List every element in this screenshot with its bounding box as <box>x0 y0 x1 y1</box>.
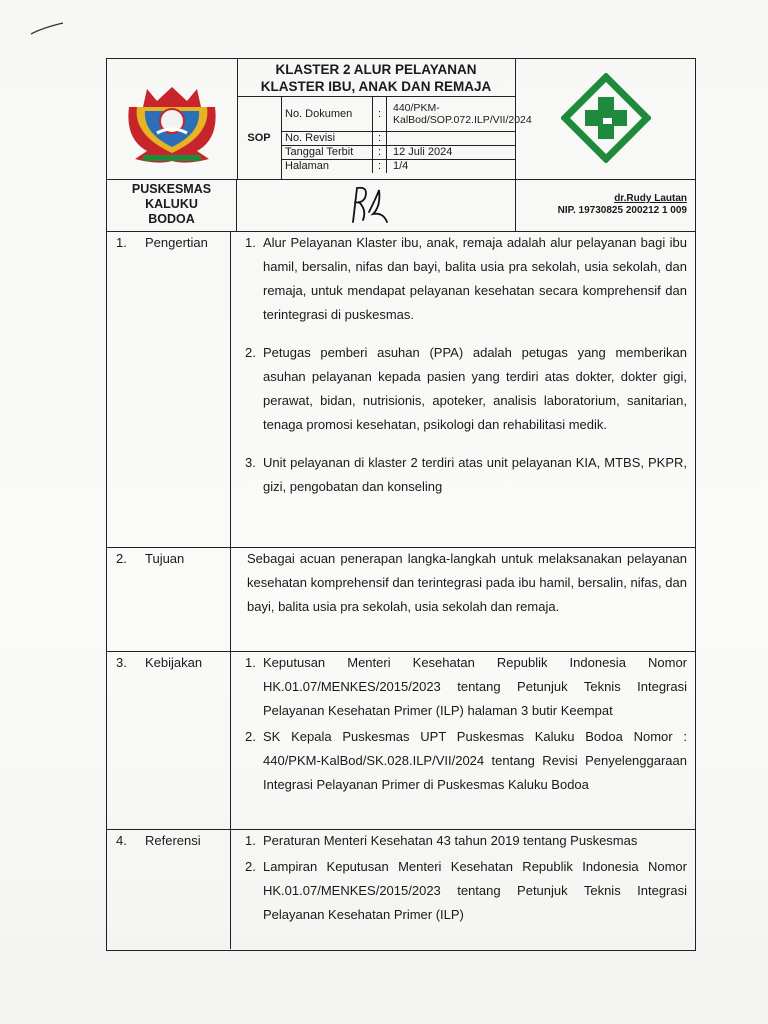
head-name: dr.Rudy Lautan <box>614 193 687 204</box>
document-title <box>237 59 515 97</box>
list-item-number: 2. <box>245 859 256 874</box>
sop-document <box>106 58 696 951</box>
org-line-1: PUSKESMAS <box>131 182 212 196</box>
organization-name <box>107 179 237 231</box>
section-body <box>231 651 695 829</box>
section-title: Pengertian <box>145 235 208 250</box>
meta-key: No. Dokumen <box>281 97 373 131</box>
list-item <box>231 341 687 437</box>
list-item-text: Peraturan Menteri Kesehatan 43 tahun 2019 tentang Puskesmas <box>263 833 638 848</box>
document-header <box>107 59 695 180</box>
section-pengertian <box>107 231 695 548</box>
sop-label: SOP <box>237 97 282 179</box>
list-item <box>231 451 687 499</box>
meta-key: Halaman <box>281 159 373 173</box>
section-kebijakan <box>107 651 695 830</box>
meta-separator: : <box>373 159 387 173</box>
section-number: 3. <box>116 655 127 670</box>
section-number: 1. <box>116 235 127 250</box>
puskesmas-logo-icon <box>561 73 651 163</box>
meta-key: No. Revisi <box>281 131 373 145</box>
meta-row-document-number <box>281 97 532 132</box>
puskesmas-logo-cell <box>515 59 695 179</box>
org-line-3: BODOA <box>148 212 195 226</box>
section-referensi <box>107 829 695 949</box>
header-title-cell <box>237 59 532 179</box>
section-label <box>107 231 231 547</box>
list-item-number: 1. <box>245 833 256 848</box>
list-item-text: SK Kepala Puskesmas UPT Puskesmas Kaluku Bodoa Nomor : 440/PKM-KalBod/SK.028.ILP/VII/2024 tentang Revisi Penyelenggaraan Integrasi Pelayanan Primer di Puskesmas Kaluku Bodoa <box>263 729 687 792</box>
list-item <box>231 231 687 327</box>
meta-separator: : <box>373 97 387 131</box>
section-tujuan <box>107 547 695 652</box>
meta-value: 12 Juli 2024 <box>393 145 453 158</box>
list-item-number: 1. <box>245 235 256 250</box>
city-emblem-cell <box>107 59 238 179</box>
list-item-text: Unit pelayanan di klaster 2 terdiri atas unit pelayanan KIA, MTBS, PKPR, gizi, pengobatan dan konseling <box>263 455 687 494</box>
identity-row <box>107 179 695 232</box>
section-body <box>231 231 695 547</box>
head-of-puskesmas <box>515 179 695 231</box>
list-item-number: 2. <box>245 345 256 360</box>
list-item <box>231 829 687 853</box>
list-item-number: 3. <box>245 455 256 470</box>
section-body <box>231 547 695 651</box>
meta-value <box>387 131 515 145</box>
meta-row-revision <box>281 131 515 146</box>
section-label <box>107 829 231 949</box>
section-number: 2. <box>116 551 127 566</box>
section-title: Tujuan <box>145 551 185 566</box>
list-item-text: Petugas pemberi asuhan (PPA) adalah petugas yang memberikan asuhan pelayanan kepada pasien yang terdiri atas dokter, dokter gigi, perawat, bidan, nutrisionis, apoteker, analisis laboratorium, sanitarian, tenaga promosi kesehatan, psikologi dan rehabilitasi medik. <box>263 345 687 432</box>
meta-value: 1/4 <box>393 159 409 172</box>
list-item-number: 2. <box>245 729 256 744</box>
signature-cell <box>237 179 516 231</box>
meta-key: Tanggal Terbit <box>281 145 373 159</box>
list-item-number: 1. <box>245 655 256 670</box>
title-line-1: KLASTER 2 ALUR PELAYANAN <box>275 62 477 77</box>
list-item-text: Keputusan Menteri Kesehatan Republik Indonesia Nomor HK.01.07/MENKES/2015/2023 tentang Petunjuk Teknis Integrasi Pelayanan Kesehatan Primer (ILP) halaman 3 butir Keempat <box>263 655 687 718</box>
section-number: 4. <box>116 833 127 848</box>
document-meta-table <box>281 97 532 179</box>
handwritten-signature <box>335 182 395 228</box>
title-line-2: KLASTER IBU, ANAK DAN REMAJA <box>260 79 492 94</box>
pen-stroke-mark <box>30 22 64 36</box>
meta-separator: : <box>373 145 387 159</box>
list-item <box>231 855 687 927</box>
city-emblem-icon <box>117 69 227 169</box>
meta-row-page <box>281 159 515 173</box>
meta-row-issue-date <box>281 145 515 160</box>
section-label <box>107 547 231 651</box>
org-line-2: KALUKU <box>145 197 198 211</box>
list-item-text: Lampiran Keputusan Menteri Kesehatan Republik Indonesia Nomor HK.01.07/MENKES/2015/2023 tentang Petunjuk Teknis Integrasi Pelayanan Kesehatan Primer (ILP) <box>263 859 687 922</box>
section-title: Kebijakan <box>145 655 203 670</box>
section-label <box>107 651 231 829</box>
head-nip: NIP. 19730825 200212 1 009 <box>557 205 687 216</box>
list-item <box>231 651 687 723</box>
list-item-text: Alur Pelayanan Klaster ibu, anak, remaja adalah alur pelayanan bagi ibu hamil, bersalin, nifas dan bayi, balita usia pra sekolah, usia sekolah, dan remaja, untuk mendapat pelayanan kesehatan secara komprehensif dan terintegrasi di puskesmas. <box>263 235 687 322</box>
section-paragraph: Sebagai acuan penerapan langka-langkah untuk melaksanakan pelayanan kesehatan komprehensif dan terintegrasi pada ibu hamil, bersalin, nifas, dan bayi, balita usia pra sekolah, usia sekolah dan remaja. <box>247 551 687 614</box>
meta-value: 440/PKM-KalBod/SOP.072.ILP/VII/2024 <box>393 101 532 126</box>
section-body <box>231 829 695 949</box>
list-item <box>231 725 687 797</box>
section-title: Referensi <box>145 833 201 848</box>
meta-separator: : <box>373 131 387 145</box>
